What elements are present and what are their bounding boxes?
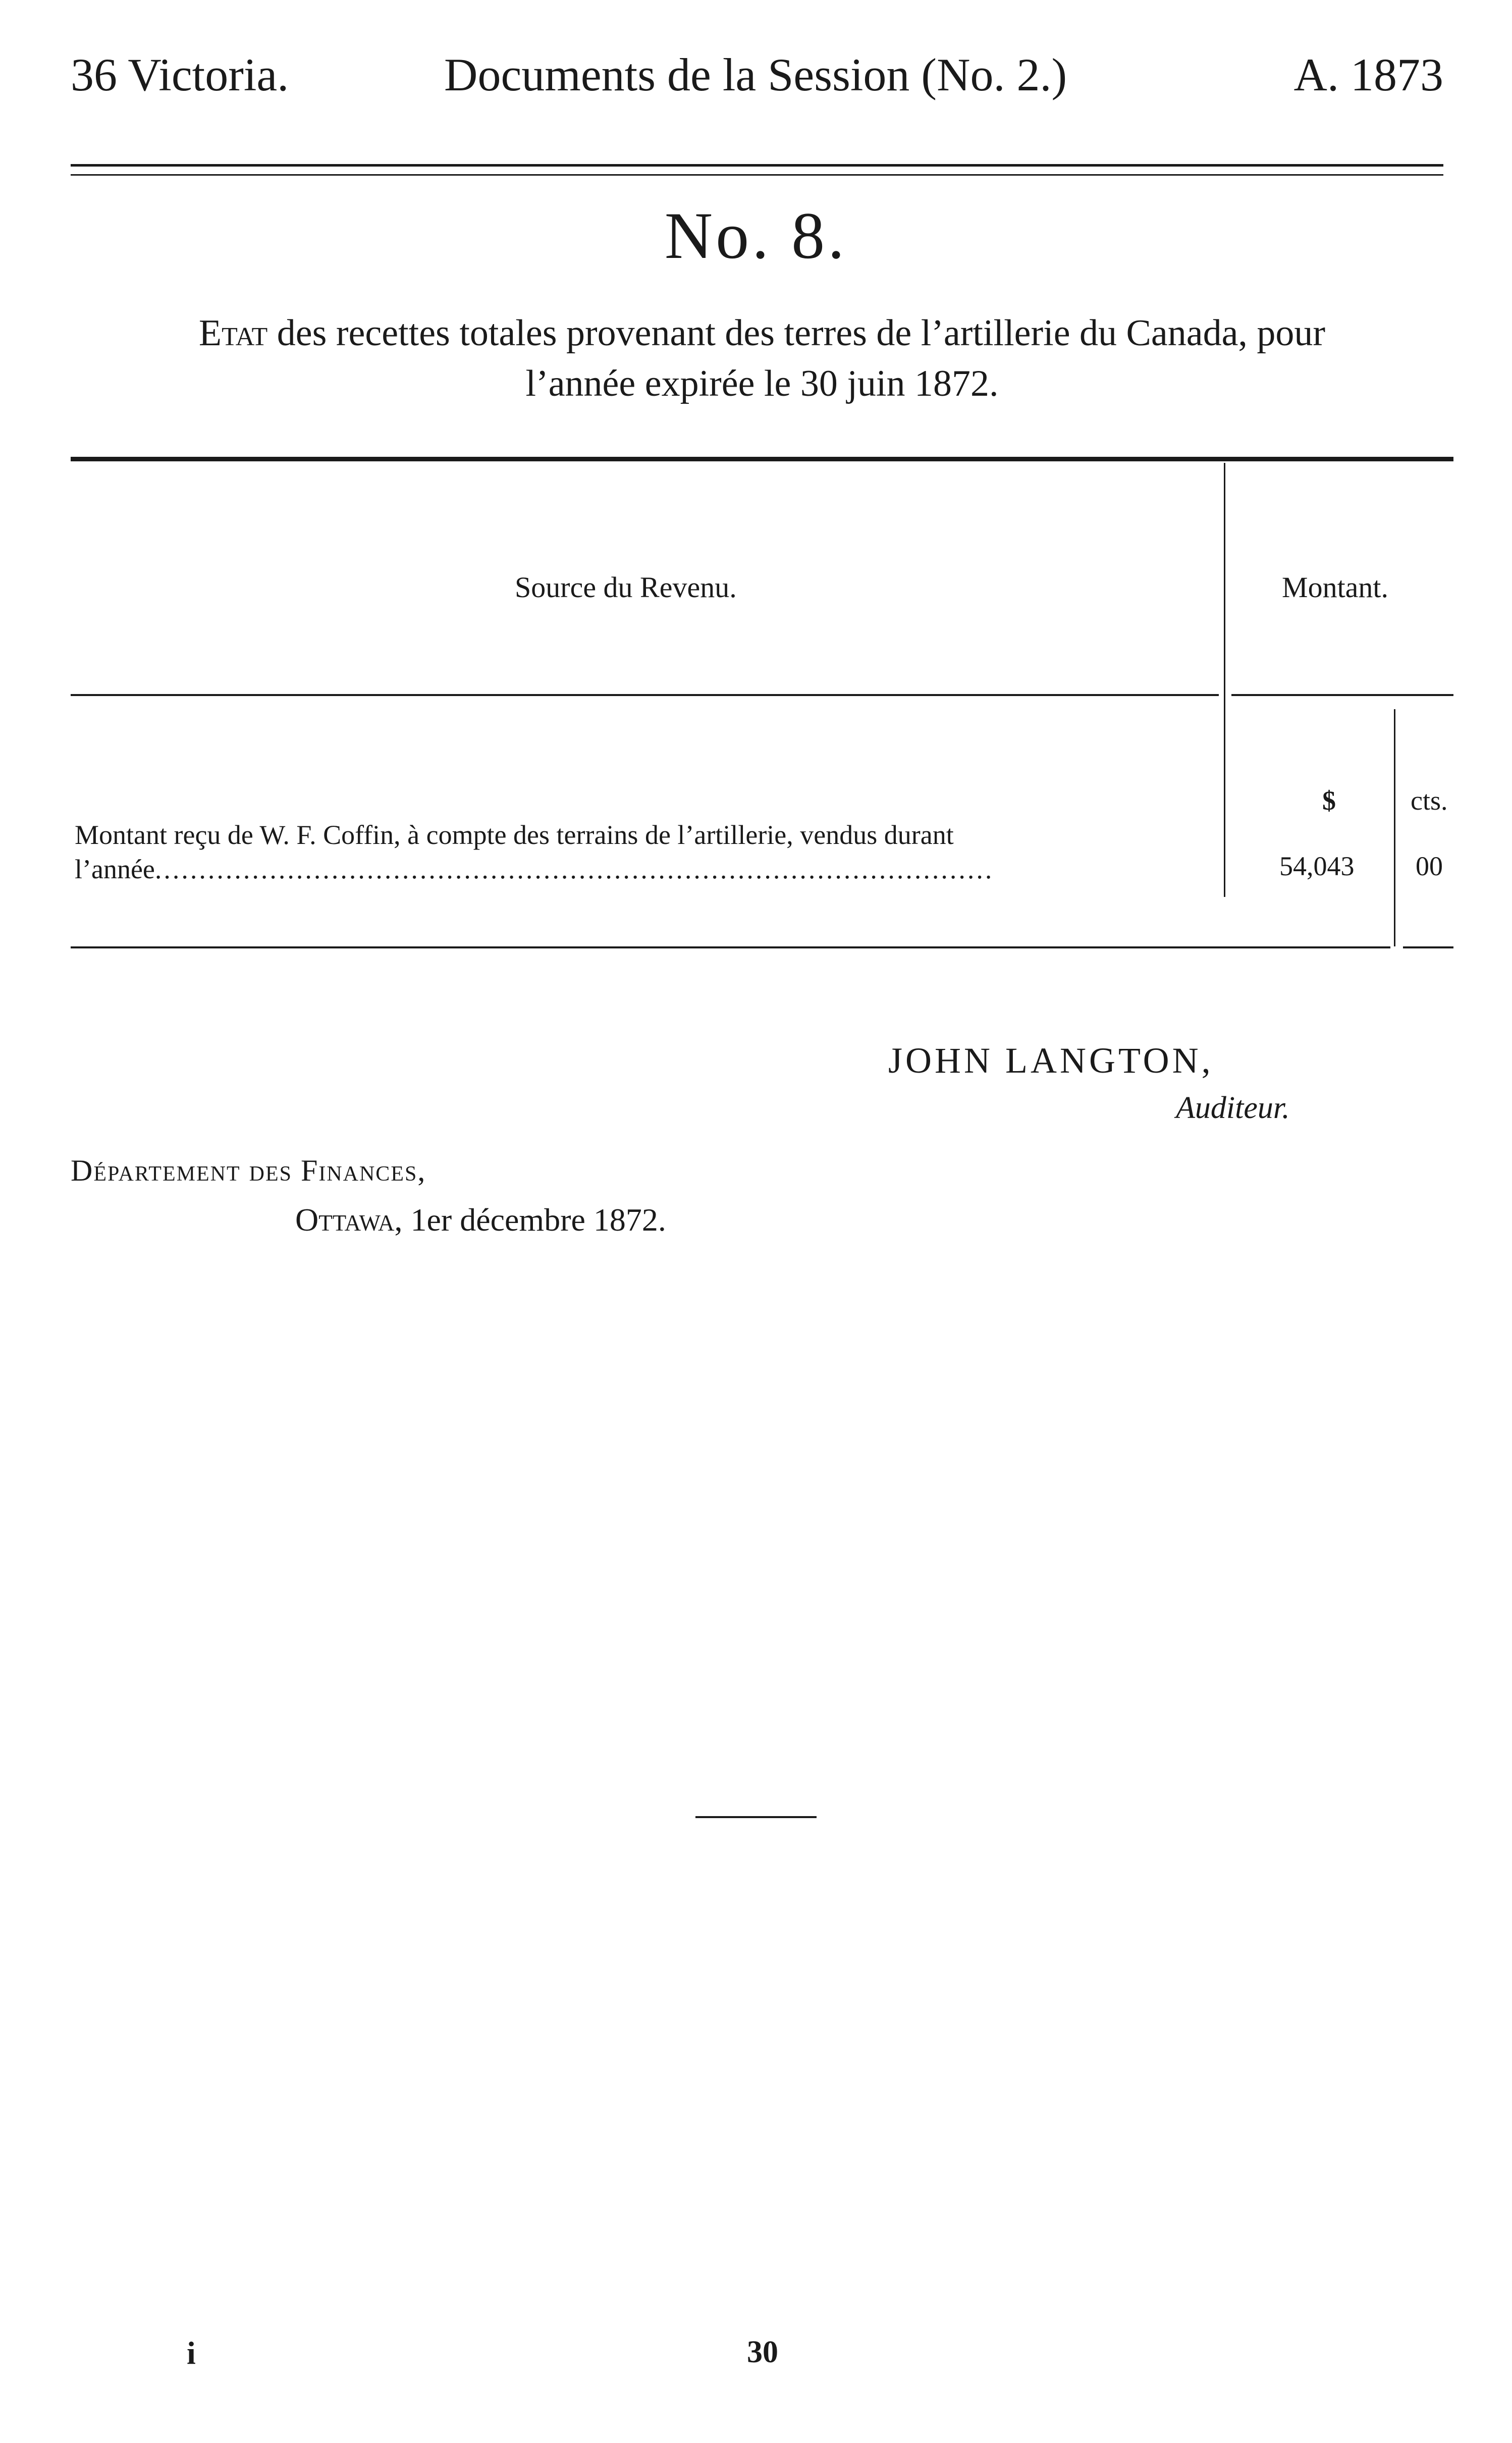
header-session-year: 36 Victoria. <box>71 49 289 100</box>
table-top-rule <box>71 457 1453 461</box>
statement-heading-line2: l’année expirée le 30 juin 1872. <box>525 363 999 404</box>
table-bottom-rule-right <box>1403 946 1453 948</box>
table-bottom-rule-left <box>71 946 1390 948</box>
place-and-date <box>295 1201 666 1239</box>
page-number: 30 <box>747 2335 778 2369</box>
header-rule-top <box>71 164 1443 167</box>
row-description-line2 <box>75 852 1210 886</box>
statement-heading-line1 <box>71 308 1453 358</box>
row-description-line1: Montant reçu de W. F. Coffin, à compte des terrains de l’artillerie, vendus durant <box>75 820 954 850</box>
row-description-year: l’année <box>75 854 155 884</box>
document-number: No. 8. <box>664 198 848 273</box>
place-name: Ottawa, <box>295 1202 403 1238</box>
column-header-source: Source du Revenu. <box>515 571 737 604</box>
table-column-divider <box>1224 463 1225 897</box>
table-header-rule-left <box>71 694 1219 696</box>
table-cents-divider <box>1394 709 1395 946</box>
closing-rule <box>695 1816 817 1818</box>
header-year: A. 1873 <box>1293 49 1443 100</box>
department-name: Département des Finances, <box>71 1154 426 1187</box>
amount-cents: 00 <box>1416 851 1443 881</box>
table-header-rule-right <box>1231 694 1453 696</box>
header-rule-bottom <box>71 174 1443 176</box>
auditor-title: Auditeur. <box>1176 1091 1290 1125</box>
header-document-title: Documents de la Session (No. 2.) <box>444 49 1067 100</box>
leader-dots: ............................................................................................... <box>154 854 994 884</box>
cents-unit: cts. <box>1411 785 1448 816</box>
date-text: 1er décembre 1872. <box>402 1202 666 1238</box>
statement-heading <box>71 308 1453 409</box>
dollar-unit: $ <box>1322 785 1336 816</box>
footer-signature-mark: i <box>187 2335 196 2371</box>
statement-lead-word: Etat <box>198 312 268 354</box>
column-header-amount: Montant. <box>1282 571 1389 604</box>
auditor-name: JOHN LANGTON, <box>888 1040 1214 1081</box>
table-row <box>75 818 1210 886</box>
amount-dollars: 54,043 <box>1279 851 1355 881</box>
statement-heading-line1-text: des recettes totales provenant des terres de l’artillerie du Canada, pour <box>267 312 1326 354</box>
running-header <box>71 48 1443 129</box>
